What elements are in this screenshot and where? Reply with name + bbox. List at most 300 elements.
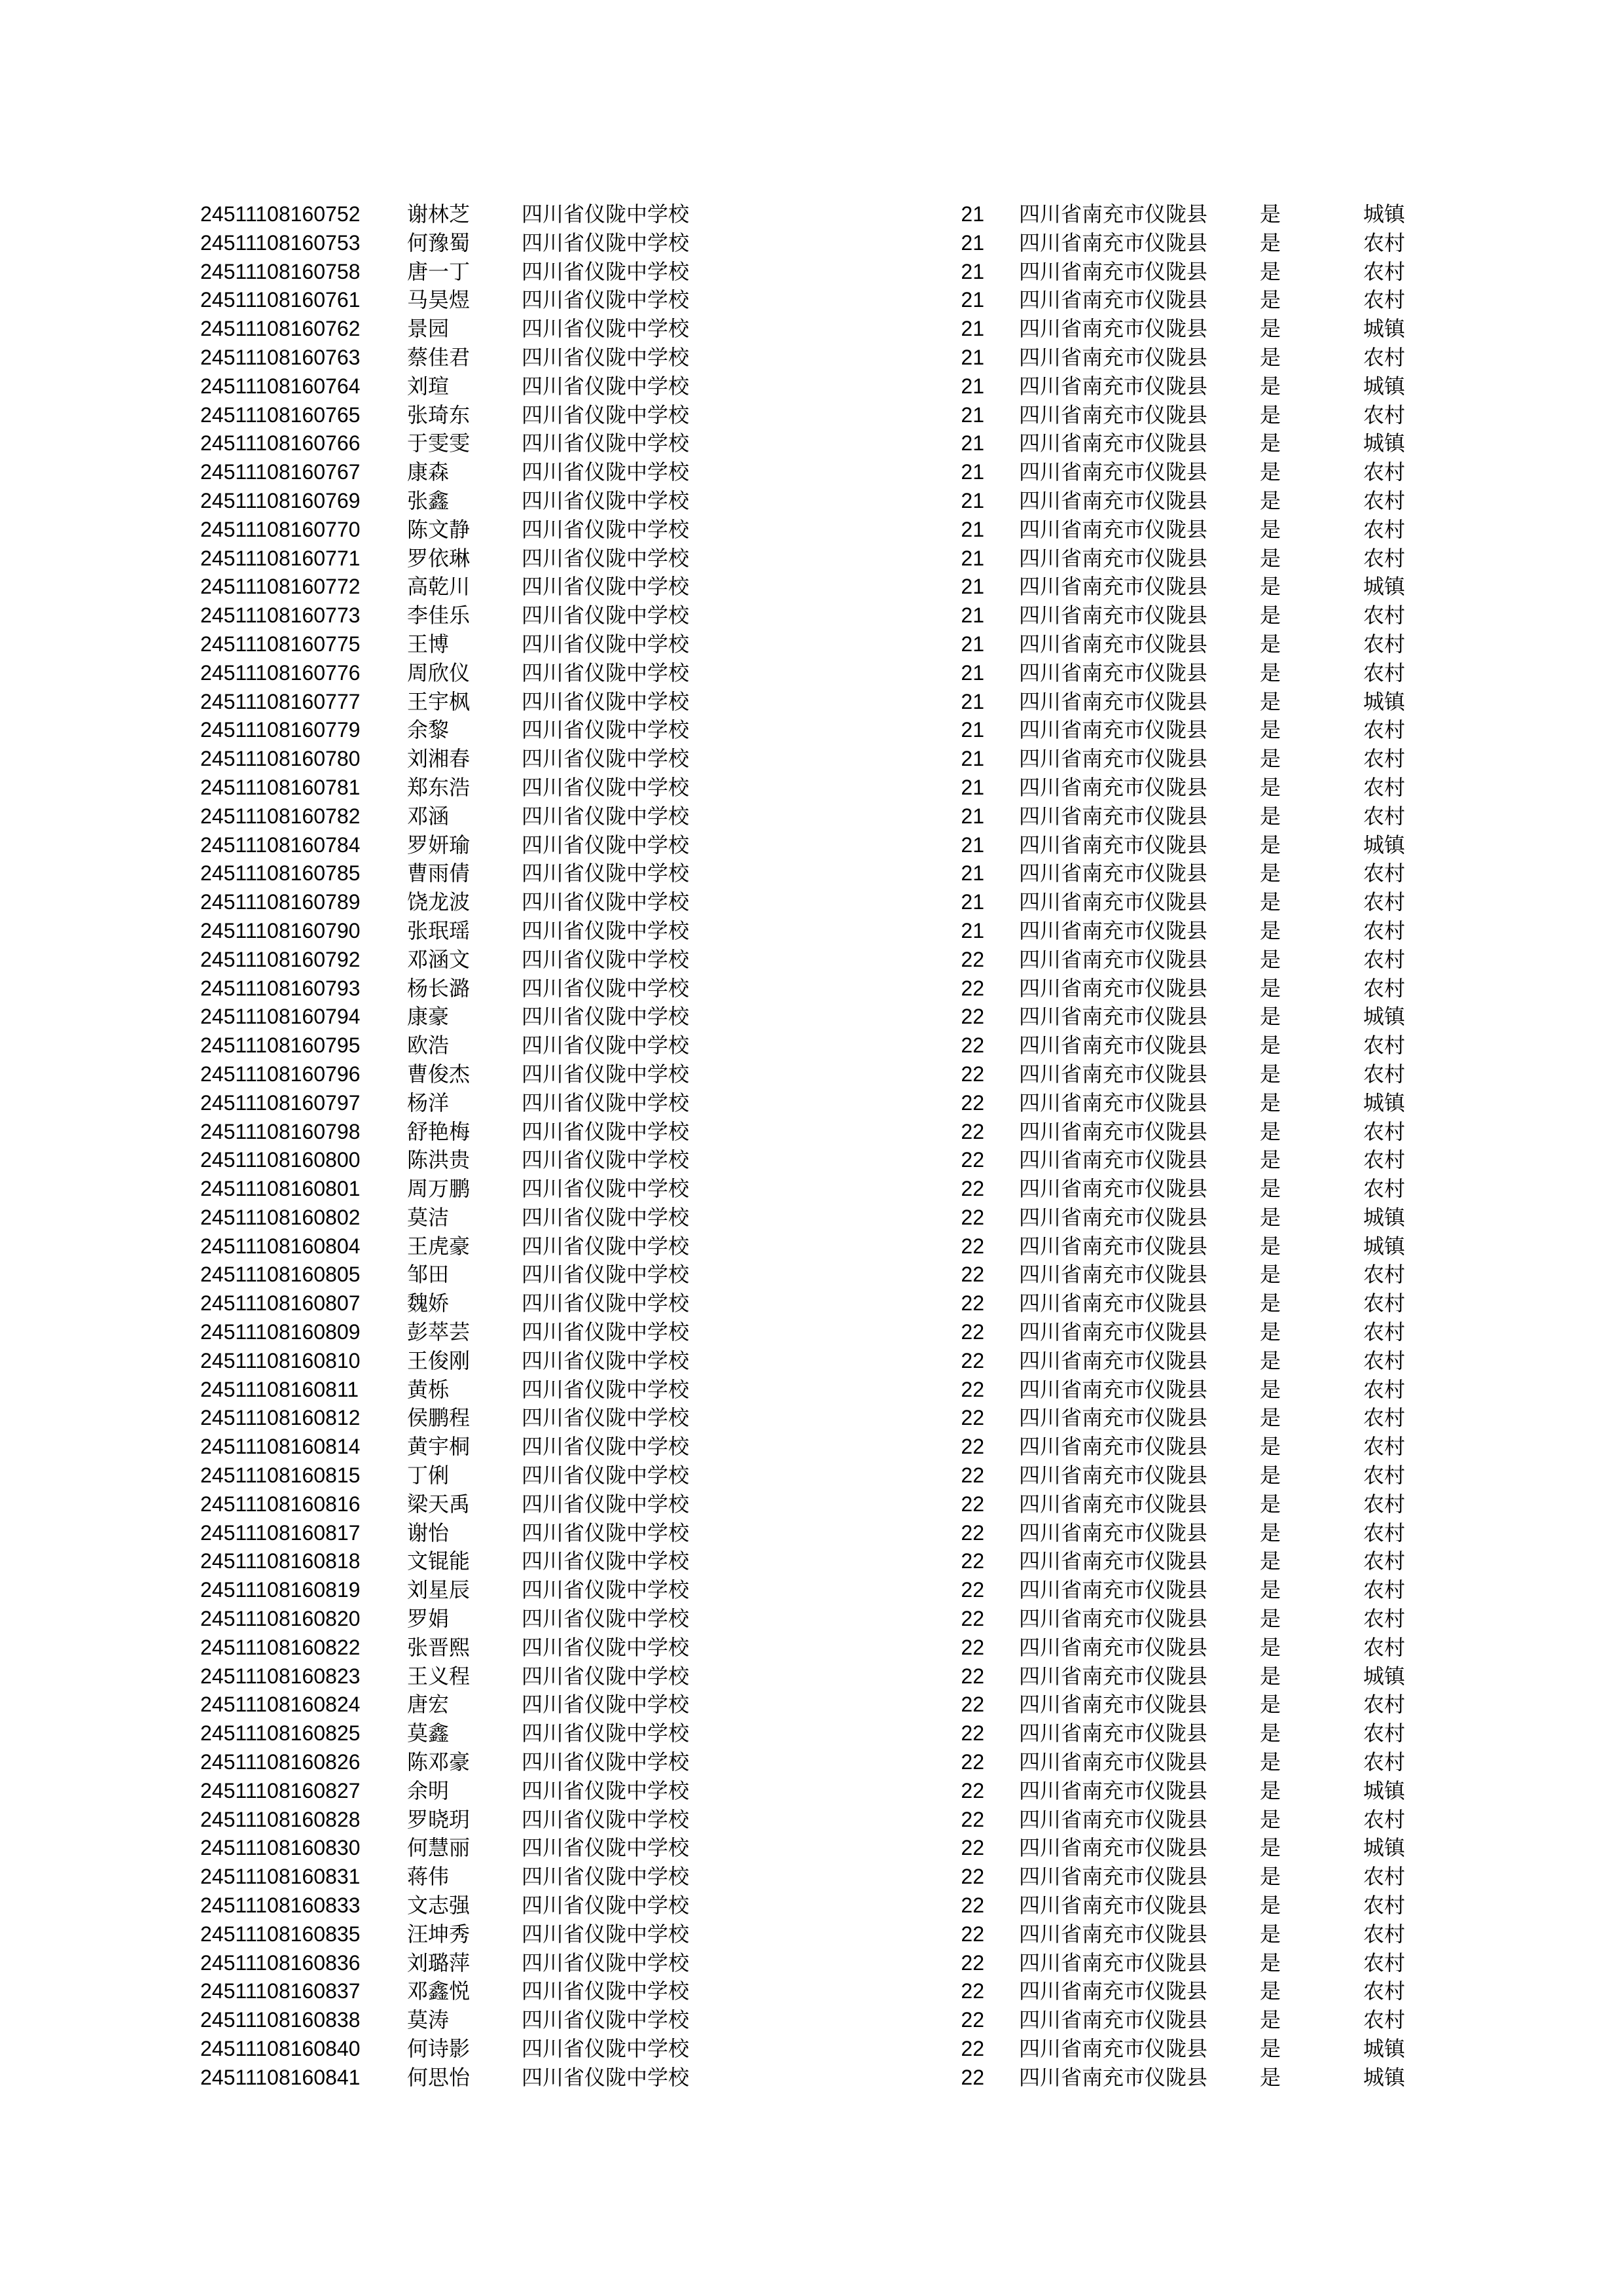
region-cell: 四川省南充市仪陇县: [1019, 1721, 1208, 1746]
table-row: [0, 745, 1623, 774]
flag-cell: 是: [1260, 1806, 1281, 1832]
student-id-cell: 24511108160785: [200, 861, 361, 886]
number-cell: 21: [961, 575, 984, 599]
table-row: [0, 458, 1623, 487]
flag-cell: 是: [1260, 889, 1281, 915]
table-row: [0, 1977, 1623, 2006]
student-name-cell: 马昊煜: [407, 287, 471, 313]
residence-type-cell: 农村: [1363, 1749, 1406, 1775]
residence-type-cell: 农村: [1363, 1376, 1406, 1402]
number-cell: 22: [961, 1090, 984, 1115]
flag-cell: 是: [1260, 717, 1281, 743]
region-cell: 四川省南充市仪陇县: [1019, 1147, 1208, 1173]
number-cell: 22: [961, 1348, 984, 1372]
number-cell: 21: [961, 460, 984, 484]
residence-type-cell: 农村: [1363, 1262, 1406, 1287]
school-cell: 四川省仪陇中学校: [522, 918, 690, 943]
student-id-cell: 24511108160794: [200, 1005, 361, 1029]
region-cell: 四川省南充市仪陇县: [1019, 1549, 1208, 1574]
flag-cell: 是: [1260, 1004, 1281, 1030]
residence-type-cell: 农村: [1363, 1463, 1406, 1488]
number-cell: 21: [961, 202, 984, 226]
residence-type-cell: 城镇: [1363, 316, 1406, 342]
flag-cell: 是: [1260, 1692, 1281, 1717]
table-row: [0, 1691, 1623, 1719]
student-name-cell: 曹俊杰: [407, 1061, 471, 1086]
student-name-cell: 何慧丽: [407, 1835, 471, 1861]
residence-type-cell: 农村: [1363, 774, 1406, 800]
table-row: [0, 601, 1623, 630]
residence-type-cell: 农村: [1363, 545, 1406, 571]
table-row: [0, 1834, 1623, 1863]
region-cell: 四川省南充市仪陇县: [1019, 1806, 1208, 1832]
flag-cell: 是: [1260, 1663, 1281, 1689]
student-id-cell: 24511108160784: [200, 833, 361, 857]
school-cell: 四川省仪陇中学校: [522, 1491, 690, 1516]
table-row: [0, 1662, 1623, 1691]
student-name-cell: 邹田: [407, 1262, 450, 1287]
school-cell: 四川省仪陇中学校: [522, 1606, 690, 1632]
residence-type-cell: 农村: [1363, 975, 1406, 1001]
table-row: [0, 1175, 1623, 1204]
school-cell: 四川省仪陇中学校: [522, 1721, 690, 1746]
school-cell: 四川省仪陇中学校: [522, 975, 690, 1001]
flag-cell: 是: [1260, 1061, 1281, 1086]
number-cell: 22: [961, 1005, 984, 1029]
region-cell: 四川省南充市仪陇县: [1019, 1577, 1208, 1603]
student-id-cell: 24511108160775: [200, 632, 361, 656]
residence-type-cell: 农村: [1363, 259, 1406, 284]
region-cell: 四川省南充市仪陇县: [1019, 459, 1208, 485]
student-name-cell: 王宇枫: [407, 689, 471, 714]
student-id-cell: 24511108160814: [200, 1435, 361, 1459]
flag-cell: 是: [1260, 832, 1281, 857]
school-cell: 四川省仪陇中学校: [522, 1090, 690, 1115]
school-cell: 四川省仪陇中学校: [522, 1979, 690, 2004]
flag-cell: 是: [1260, 488, 1281, 513]
flag-cell: 是: [1260, 2007, 1281, 2033]
school-cell: 四川省仪陇中学校: [522, 1204, 690, 1230]
flag-cell: 是: [1260, 1463, 1281, 1488]
flag-cell: 是: [1260, 1319, 1281, 1345]
student-id-cell: 24511108160765: [200, 403, 361, 427]
flag-cell: 是: [1260, 259, 1281, 284]
table-row: [0, 1433, 1623, 1462]
table-row: [0, 888, 1623, 917]
region-cell: 四川省南充市仪陇县: [1019, 316, 1208, 342]
student-id-cell: 24511108160758: [200, 259, 361, 283]
flag-cell: 是: [1260, 2036, 1281, 2061]
residence-type-cell: 农村: [1363, 1950, 1406, 1975]
student-name-cell: 刘瑄: [407, 373, 450, 399]
flag-cell: 是: [1260, 1348, 1281, 1373]
school-cell: 四川省仪陇中学校: [522, 516, 690, 542]
table-row: [0, 802, 1623, 831]
flag-cell: 是: [1260, 459, 1281, 485]
school-cell: 四川省仪陇中学校: [522, 1692, 690, 1717]
school-cell: 四川省仪陇中学校: [522, 202, 690, 226]
region-cell: 四川省南充市仪陇县: [1019, 545, 1208, 571]
student-name-cell: 康豪: [407, 1004, 450, 1030]
flag-cell: 是: [1260, 431, 1281, 456]
student-name-cell: 欧浩: [407, 1033, 450, 1058]
school-cell: 四川省仪陇中学校: [522, 1147, 690, 1173]
student-name-cell: 何思怡: [407, 2064, 471, 2090]
school-cell: 四川省仪陇中学校: [522, 2007, 690, 2033]
residence-type-cell: 农村: [1363, 631, 1406, 656]
student-id-cell: 24511108160753: [200, 230, 361, 255]
school-cell: 四川省仪陇中学校: [522, 1778, 690, 1803]
table-row: [0, 2035, 1623, 2064]
residence-type-cell: 农村: [1363, 1176, 1406, 1202]
student-name-cell: 彭萃芸: [407, 1319, 471, 1345]
residence-type-cell: 城镇: [1363, 1233, 1406, 1259]
number-cell: 21: [961, 230, 984, 255]
region-cell: 四川省南充市仪陇县: [1019, 1835, 1208, 1861]
flag-cell: 是: [1260, 1262, 1281, 1287]
student-name-cell: 莫涛: [407, 2007, 450, 2033]
student-id-cell: 24511108160796: [200, 1062, 361, 1086]
number-cell: 22: [961, 976, 984, 1000]
school-cell: 四川省仪陇中学校: [522, 746, 690, 772]
residence-type-cell: 城镇: [1363, 1004, 1406, 1030]
student-id-cell: 24511108160781: [200, 775, 361, 799]
number-cell: 22: [961, 947, 984, 971]
region-cell: 四川省南充市仪陇县: [1019, 1376, 1208, 1402]
residence-type-cell: 农村: [1363, 889, 1406, 915]
flag-cell: 是: [1260, 1233, 1281, 1259]
student-id-cell: 24511108160830: [200, 1836, 361, 1860]
student-name-cell: 王虎豪: [407, 1233, 471, 1259]
number-cell: 22: [961, 1865, 984, 1889]
region-cell: 四川省南充市仪陇县: [1019, 1291, 1208, 1316]
residence-type-cell: 农村: [1363, 1119, 1406, 1144]
table-row: [0, 1748, 1623, 1777]
table-row: [0, 831, 1623, 860]
flag-cell: 是: [1260, 1291, 1281, 1316]
flag-cell: 是: [1260, 316, 1281, 342]
flag-cell: 是: [1260, 2064, 1281, 2090]
flag-cell: 是: [1260, 946, 1281, 972]
residence-type-cell: 城镇: [1363, 1835, 1406, 1861]
region-cell: 四川省南充市仪陇县: [1019, 2007, 1208, 2033]
table-row: [0, 372, 1623, 401]
flag-cell: 是: [1260, 344, 1281, 370]
residence-type-cell: 农村: [1363, 946, 1406, 972]
number-cell: 22: [961, 1635, 984, 1659]
student-name-cell: 张晋熙: [407, 1634, 471, 1660]
table-row: [0, 1031, 1623, 1060]
student-name-cell: 邓鑫悦: [407, 1979, 471, 2004]
region-cell: 四川省南充市仪陇县: [1019, 975, 1208, 1001]
school-cell: 四川省仪陇中学校: [522, 1319, 690, 1345]
student-id-cell: 24511108160771: [200, 546, 361, 570]
region-cell: 四川省南充市仪陇县: [1019, 344, 1208, 370]
student-id-cell: 24511108160840: [200, 2037, 361, 2060]
student-id-cell: 24511108160795: [200, 1033, 361, 1058]
number-cell: 21: [961, 689, 984, 713]
flag-cell: 是: [1260, 402, 1281, 427]
number-cell: 22: [961, 1979, 984, 2003]
residence-type-cell: 农村: [1363, 660, 1406, 685]
flag-cell: 是: [1260, 774, 1281, 800]
number-cell: 21: [961, 747, 984, 771]
student-id-cell: 24511108160827: [200, 1778, 361, 1803]
student-name-cell: 饶龙波: [407, 889, 471, 915]
student-name-cell: 文志强: [407, 1893, 471, 1918]
table-row: [0, 1261, 1623, 1289]
region-cell: 四川省南充市仪陇县: [1019, 1119, 1208, 1144]
student-id-cell: 24511108160838: [200, 2008, 361, 2032]
student-name-cell: 文锟能: [407, 1549, 471, 1574]
region-cell: 四川省南充市仪陇县: [1019, 1491, 1208, 1516]
student-name-cell: 唐一丁: [407, 259, 471, 284]
school-cell: 四川省仪陇中学校: [522, 1405, 690, 1431]
residence-type-cell: 农村: [1363, 516, 1406, 542]
number-cell: 21: [961, 345, 984, 369]
student-name-cell: 康森: [407, 459, 450, 485]
school-cell: 四川省仪陇中学校: [522, 861, 690, 886]
flag-cell: 是: [1260, 287, 1281, 313]
flag-cell: 是: [1260, 1606, 1281, 1632]
student-id-cell: 24511108160826: [200, 1750, 361, 1774]
number-cell: 21: [961, 374, 984, 398]
table-row: [0, 315, 1623, 344]
region-cell: 四川省南充市仪陇县: [1019, 431, 1208, 456]
number-cell: 21: [961, 403, 984, 427]
school-cell: 四川省仪陇中学校: [522, 946, 690, 972]
flag-cell: 是: [1260, 202, 1281, 226]
residence-type-cell: 农村: [1363, 1721, 1406, 1746]
flag-cell: 是: [1260, 918, 1281, 943]
student-name-cell: 蔡佳君: [407, 344, 471, 370]
table-row: [0, 1289, 1623, 1318]
region-cell: 四川省南充市仪陇县: [1019, 1893, 1208, 1918]
school-cell: 四川省仪陇中学校: [522, 488, 690, 513]
student-name-cell: 邓涵: [407, 803, 450, 829]
region-cell: 四川省南充市仪陇县: [1019, 2036, 1208, 2061]
school-cell: 四川省仪陇中学校: [522, 574, 690, 600]
number-cell: 22: [961, 1320, 984, 1344]
residence-type-cell: 农村: [1363, 918, 1406, 943]
number-cell: 21: [961, 317, 984, 341]
table-row: [0, 229, 1623, 258]
student-name-cell: 杨洋: [407, 1090, 450, 1115]
table-row: [0, 2006, 1623, 2035]
table-row: [0, 1089, 1623, 1118]
region-cell: 四川省南充市仪陇县: [1019, 1033, 1208, 1058]
school-cell: 四川省仪陇中学校: [522, 316, 690, 342]
flag-cell: 是: [1260, 689, 1281, 714]
school-cell: 四川省仪陇中学校: [522, 1577, 690, 1603]
residence-type-cell: 城镇: [1363, 832, 1406, 857]
flag-cell: 是: [1260, 1835, 1281, 1861]
student-id-cell: 24511108160801: [200, 1177, 361, 1201]
table-row: [0, 1146, 1623, 1175]
residence-type-cell: 农村: [1363, 1319, 1406, 1345]
number-cell: 21: [961, 660, 984, 685]
flag-cell: 是: [1260, 1405, 1281, 1431]
table-row: [0, 1060, 1623, 1089]
flag-cell: 是: [1260, 1893, 1281, 1918]
residence-type-cell: 城镇: [1363, 1663, 1406, 1689]
number-cell: 22: [961, 1693, 984, 1717]
school-cell: 四川省仪陇中学校: [522, 631, 690, 656]
region-cell: 四川省南充市仪陇县: [1019, 1176, 1208, 1202]
table-row: [0, 344, 1623, 372]
region-cell: 四川省南充市仪陇县: [1019, 918, 1208, 943]
region-cell: 四川省南充市仪陇县: [1019, 1692, 1208, 1717]
residence-type-cell: 农村: [1363, 1491, 1406, 1516]
school-cell: 四川省仪陇中学校: [522, 1262, 690, 1287]
number-cell: 21: [961, 861, 984, 886]
student-id-cell: 24511108160797: [200, 1090, 361, 1115]
flag-cell: 是: [1260, 746, 1281, 772]
school-cell: 四川省仪陇中学校: [522, 1376, 690, 1402]
table-row: [0, 429, 1623, 458]
region-cell: 四川省南充市仪陇县: [1019, 803, 1208, 829]
table-row: [0, 1519, 1623, 1548]
number-cell: 21: [961, 546, 984, 570]
region-cell: 四川省南充市仪陇县: [1019, 1749, 1208, 1775]
student-id-cell: 24511108160802: [200, 1205, 361, 1229]
region-cell: 四川省南充市仪陇县: [1019, 631, 1208, 656]
region-cell: 四川省南充市仪陇县: [1019, 689, 1208, 714]
flag-cell: 是: [1260, 1520, 1281, 1545]
number-cell: 22: [961, 1492, 984, 1516]
student-id-cell: 24511108160810: [200, 1348, 361, 1372]
student-name-cell: 罗妍瑜: [407, 832, 471, 857]
number-cell: 22: [961, 1807, 984, 1831]
student-name-cell: 魏娇: [407, 1291, 450, 1316]
residence-type-cell: 农村: [1363, 861, 1406, 886]
student-id-cell: 24511108160770: [200, 517, 361, 541]
residence-type-cell: 城镇: [1363, 431, 1406, 456]
student-name-cell: 周万鹏: [407, 1176, 471, 1202]
residence-type-cell: 农村: [1363, 603, 1406, 628]
residence-type-cell: 农村: [1363, 1434, 1406, 1460]
student-id-cell: 24511108160798: [200, 1119, 361, 1143]
number-cell: 22: [961, 2065, 984, 2089]
table-row: [0, 630, 1623, 659]
school-cell: 四川省仪陇中学校: [522, 1119, 690, 1144]
table-row: [0, 200, 1623, 229]
school-cell: 四川省仪陇中学校: [522, 1864, 690, 1890]
student-name-cell: 何诗影: [407, 2036, 471, 2061]
region-cell: 四川省南充市仪陇县: [1019, 746, 1208, 772]
region-cell: 四川省南充市仪陇县: [1019, 1778, 1208, 1803]
number-cell: 22: [961, 1721, 984, 1746]
student-name-cell: 王义程: [407, 1663, 471, 1689]
student-name-cell: 李佳乐: [407, 603, 471, 628]
region-cell: 四川省南充市仪陇县: [1019, 230, 1208, 255]
student-id-cell: 24511108160820: [200, 1607, 361, 1631]
school-cell: 四川省仪陇中学校: [522, 774, 690, 800]
student-id-cell: 24511108160752: [200, 202, 361, 226]
student-name-cell: 莫鑫: [407, 1721, 450, 1746]
region-cell: 四川省南充市仪陇县: [1019, 1634, 1208, 1660]
flag-cell: 是: [1260, 1864, 1281, 1890]
flag-cell: 是: [1260, 1204, 1281, 1230]
residence-type-cell: 农村: [1363, 230, 1406, 255]
student-name-cell: 罗晓玥: [407, 1806, 471, 1832]
school-cell: 四川省仪陇中学校: [522, 2064, 690, 2090]
student-name-cell: 郑东浩: [407, 774, 471, 800]
number-cell: 22: [961, 1119, 984, 1143]
residence-type-cell: 城镇: [1363, 202, 1406, 226]
region-cell: 四川省南充市仪陇县: [1019, 1434, 1208, 1460]
student-id-cell: 24511108160815: [200, 1463, 361, 1488]
student-name-cell: 罗依琳: [407, 545, 471, 571]
table-row: [0, 258, 1623, 287]
number-cell: 21: [961, 259, 984, 283]
residence-type-cell: 农村: [1363, 1893, 1406, 1918]
region-cell: 四川省南充市仪陇县: [1019, 889, 1208, 915]
school-cell: 四川省仪陇中学校: [522, 1749, 690, 1775]
student-name-cell: 谢怡: [407, 1520, 450, 1545]
number-cell: 21: [961, 603, 984, 628]
school-cell: 四川省仪陇中学校: [522, 1950, 690, 1975]
school-cell: 四川省仪陇中学校: [522, 402, 690, 427]
number-cell: 21: [961, 833, 984, 857]
table-row: [0, 975, 1623, 1003]
flag-cell: 是: [1260, 1950, 1281, 1975]
school-cell: 四川省仪陇中学校: [522, 889, 690, 915]
flag-cell: 是: [1260, 660, 1281, 685]
table-row: [0, 917, 1623, 946]
student-id-cell: 24511108160811: [200, 1377, 359, 1401]
region-cell: 四川省南充市仪陇县: [1019, 861, 1208, 886]
number-cell: 22: [961, 1062, 984, 1086]
student-id-cell: 24511108160807: [200, 1291, 361, 1316]
region-cell: 四川省南充市仪陇县: [1019, 660, 1208, 685]
residence-type-cell: 农村: [1363, 1520, 1406, 1545]
student-name-cell: 邓涵文: [407, 946, 471, 972]
student-name-cell: 杨长潞: [407, 975, 471, 1001]
region-cell: 四川省南充市仪陇县: [1019, 1090, 1208, 1115]
residence-type-cell: 农村: [1363, 1291, 1406, 1316]
student-name-cell: 刘璐萍: [407, 1950, 471, 1975]
student-id-cell: 24511108160800: [200, 1148, 361, 1172]
residence-type-cell: 城镇: [1363, 1090, 1406, 1115]
school-cell: 四川省仪陇中学校: [522, 717, 690, 743]
student-name-cell: 高乾川: [407, 574, 471, 600]
region-cell: 四川省南充市仪陇县: [1019, 259, 1208, 284]
school-cell: 四川省仪陇中学校: [522, 1233, 690, 1259]
school-cell: 四川省仪陇中学校: [522, 1004, 690, 1030]
flag-cell: 是: [1260, 1119, 1281, 1144]
flag-cell: 是: [1260, 574, 1281, 600]
table-row: [0, 286, 1623, 315]
student-name-cell: 张珉瑶: [407, 918, 471, 943]
school-cell: 四川省仪陇中学校: [522, 259, 690, 284]
school-cell: 四川省仪陇中学校: [522, 1663, 690, 1689]
student-id-cell: 24511108160779: [200, 718, 361, 742]
table-row: [0, 1347, 1623, 1376]
table-row: [0, 1806, 1623, 1835]
student-id-cell: 24511108160776: [200, 660, 361, 685]
number-cell: 21: [961, 718, 984, 742]
school-cell: 四川省仪陇中学校: [522, 230, 690, 255]
table-row: [0, 1719, 1623, 1748]
residence-type-cell: 农村: [1363, 1692, 1406, 1717]
student-id-cell: 24511108160816: [200, 1492, 361, 1516]
student-id-cell: 24511108160793: [200, 976, 361, 1000]
number-cell: 22: [961, 1033, 984, 1058]
table-row: [0, 1949, 1623, 1978]
table-row: [0, 1605, 1623, 1634]
student-id-cell: 24511108160769: [200, 488, 361, 512]
